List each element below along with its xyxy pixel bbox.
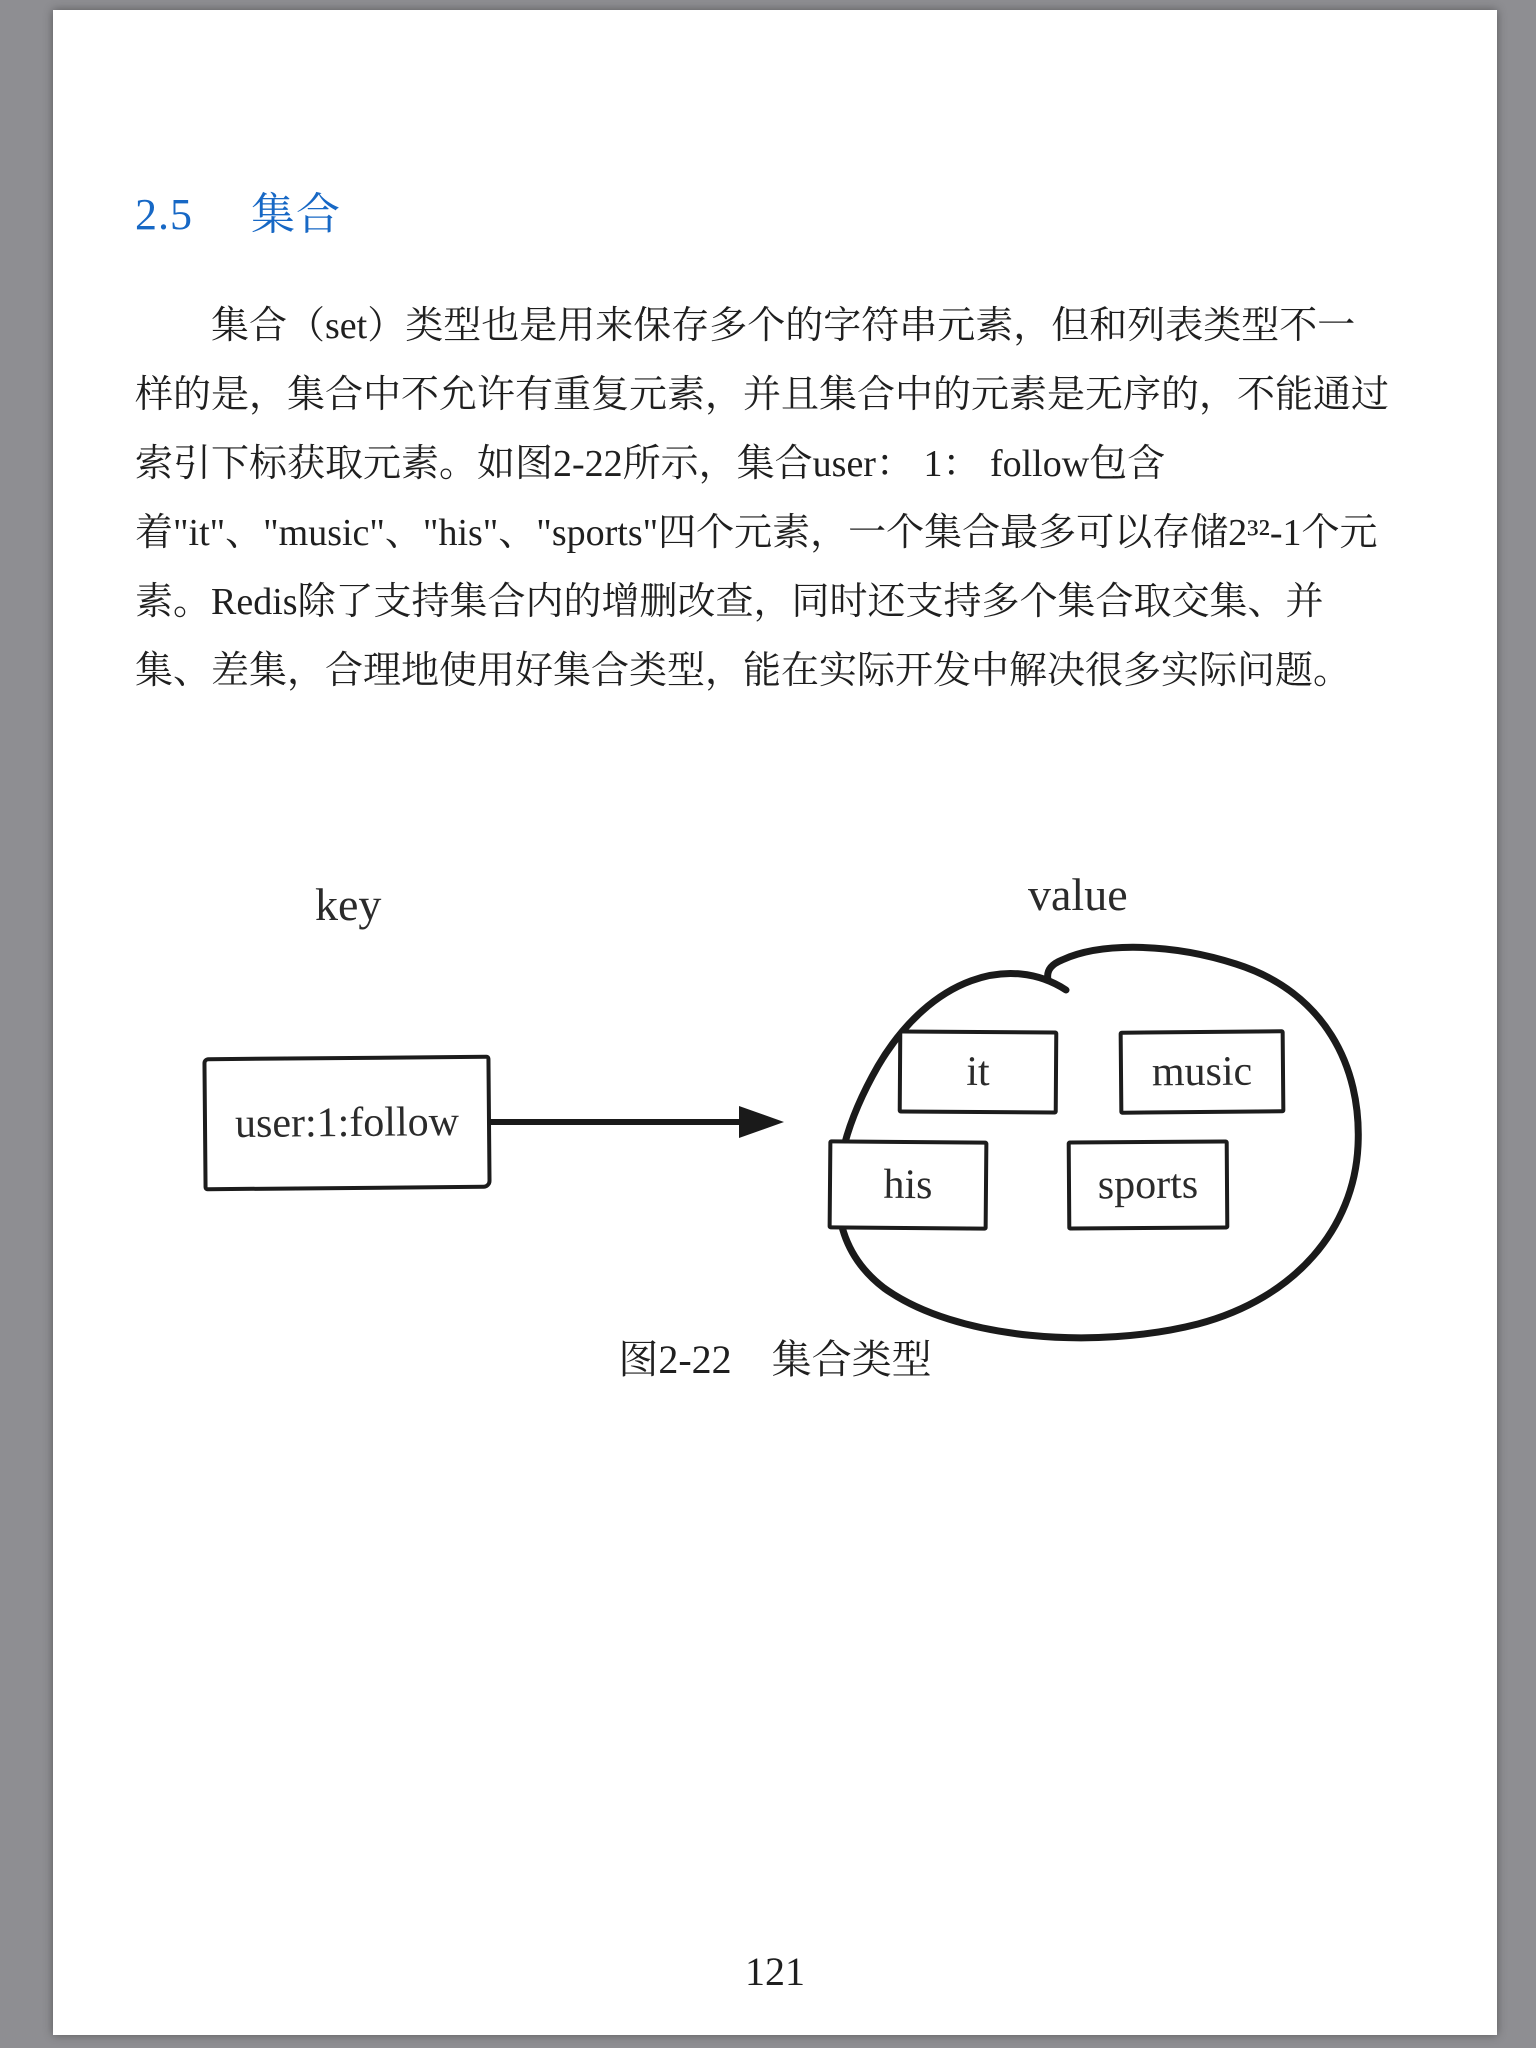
figure-2-22 <box>53 10 1497 2035</box>
paragraph-line: 样的是，集合中不允许有重复元素，并且集合中的元素是无序的，不能通过 <box>135 374 1390 416</box>
paragraph-line: 着"it"、"music"、"his"、"sports"四个元素，一个集合最多可以存储2³²-1个元 <box>135 512 1378 554</box>
value-column-label: value <box>1028 869 1128 920</box>
set-outline-shape <box>766 926 1366 1350</box>
paragraph-line: 素。Redis除了支持集合内的增删改查，同时还支持多个集合取交集、并 <box>135 581 1324 623</box>
section-number: 2.5 <box>135 190 193 239</box>
set-member-box: his <box>828 1139 989 1230</box>
arrow-icon <box>487 1100 787 1144</box>
set-member-box: sports <box>1067 1139 1230 1230</box>
page-number: 121 <box>745 1949 805 1994</box>
key-box-text: user:1:follow <box>234 1099 460 1147</box>
figure-caption: 图2-22 集合类型 <box>618 1337 932 1382</box>
key-box <box>202 1055 491 1192</box>
paragraph-line: 集、差集，合理地使用好集合类型，能在实际开发中解决很多实际问题。 <box>135 650 1352 692</box>
set-member-box: music <box>1119 1029 1286 1114</box>
set-member-box: it <box>898 1029 1059 1114</box>
section-title: 集合 <box>251 190 341 239</box>
key-column-label: key <box>315 879 382 930</box>
paragraph-line: 集合（set）类型也是用来保存多个的字符串元素，但和列表类型不一 <box>211 305 1356 347</box>
book-page <box>53 10 1497 2035</box>
paragraph-line: 索引下标获取元素。如图2-22所示，集合user： 1： follow包含 <box>135 443 1166 485</box>
